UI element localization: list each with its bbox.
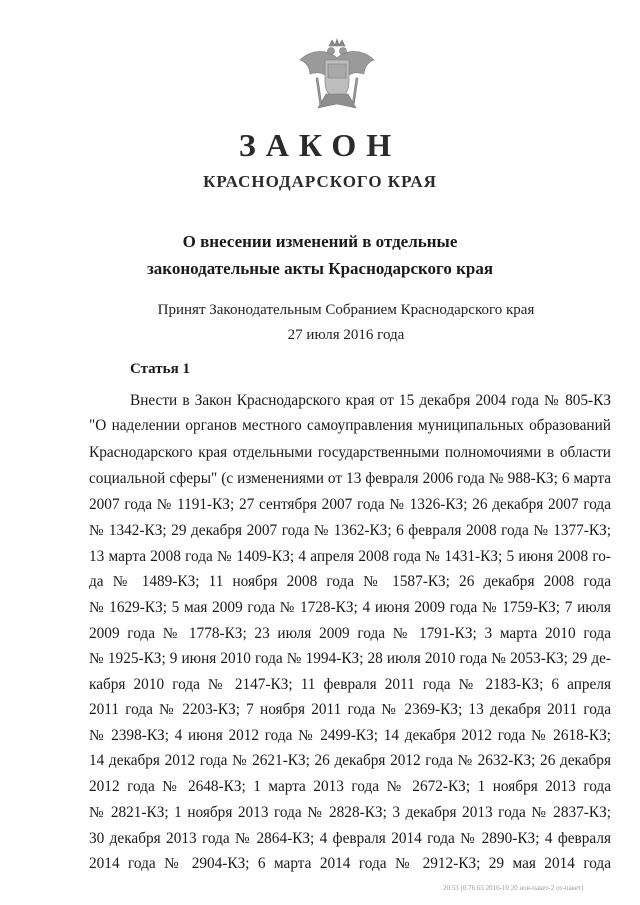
law-heading-line-2: законодательные акты Краснодарского края bbox=[146, 259, 494, 278]
law-heading-line-1: О внесении изменений в отдельные bbox=[182, 232, 458, 251]
article-line: социальной сферы" (с изменениями от 13 февраля 2006 года № 988-КЗ; 6 марта bbox=[89, 470, 611, 487]
footer-file-reference: 20.53 (0.76.65 2016-10 20 нов-пакет-2 от-пакет) bbox=[443, 884, 584, 892]
adoption-date: 27 июля 2016 года bbox=[287, 327, 405, 343]
article-line: да № 1489-КЗ; 11 ноября 2008 года № 1587-КЗ; 26 декабря 2008 года bbox=[89, 573, 611, 590]
article-line: 2007 года № 1191-КЗ; 27 сентября 2007 года № 1326-КЗ; 26 декабря 2007 года bbox=[89, 496, 611, 513]
article-line: 2012 года № 2648-КЗ; 1 марта 2013 года № 2672-КЗ; 1 ноября 2013 года bbox=[89, 778, 611, 795]
article-line: 14 декабря 2012 года № 2621-КЗ; 26 декабря 2012 года № 2632-КЗ; 26 декабря bbox=[89, 752, 611, 769]
article-line: Краснодарского края отдельными государственными полномочиями в области bbox=[89, 444, 611, 461]
document-subtitle: КРАСНОДАРСКОГО КРАЯ bbox=[203, 172, 437, 191]
article-line: № 2821-КЗ; 1 ноября 2013 года № 2828-КЗ; 3 декабря 2013 года № 2837-КЗ; bbox=[89, 804, 611, 821]
article-line: № 1342-КЗ; 29 декабря 2007 года № 1362-КЗ; 6 февраля 2008 года № 1377-КЗ; bbox=[89, 522, 611, 539]
article-line: Внести в Закон Краснодарского края от 15 декабря 2004 года № 805-КЗ bbox=[130, 392, 611, 409]
article-line: 2014 года № 2904-КЗ; 6 марта 2014 года № 2912-КЗ; 29 мая 2014 года bbox=[89, 855, 611, 872]
article-line: 13 марта 2008 года № 1409-КЗ; 4 апреля 2008 года № 1431-КЗ; 5 июня 2008 го- bbox=[89, 548, 611, 565]
article-line: кабря 2010 года № 2147-КЗ; 11 февраля 2011 года № 2183-КЗ; 6 апреля bbox=[89, 676, 611, 693]
article-line: 30 декабря 2013 года № 2864-КЗ; 4 февраля 2014 года № 2890-КЗ; 4 февраля bbox=[89, 830, 611, 847]
article-label: Статья 1 bbox=[130, 361, 190, 377]
adoption-statement: Принят Законодательным Собранием Краснодарского края bbox=[157, 302, 535, 318]
article-line: "О наделении органов местного самоуправления муниципальных образований bbox=[89, 417, 611, 434]
coat-of-arms-icon bbox=[296, 38, 378, 112]
article-line: № 1629-КЗ; 5 мая 2009 года № 1728-КЗ; 4 июня 2009 года № 1759-КЗ; 7 июля bbox=[89, 599, 611, 616]
article-line: 2009 года № 1778-КЗ; 23 июля 2009 года № 1791-КЗ; 3 марта 2010 года bbox=[89, 625, 611, 642]
article-line: № 1925-КЗ; 9 июня 2010 года № 1994-КЗ; 28 июля 2010 года № 2053-КЗ; 29 де- bbox=[89, 650, 611, 667]
article-line: 2011 года № 2203-КЗ; 7 ноября 2011 года № 2369-КЗ; 13 декабря 2011 года bbox=[89, 701, 611, 718]
document-title: ЗАКОН bbox=[238, 127, 402, 163]
article-line: № 2398-КЗ; 4 июня 2012 года № 2499-КЗ; 14 декабря 2012 года № 2618-КЗ; bbox=[89, 727, 611, 744]
